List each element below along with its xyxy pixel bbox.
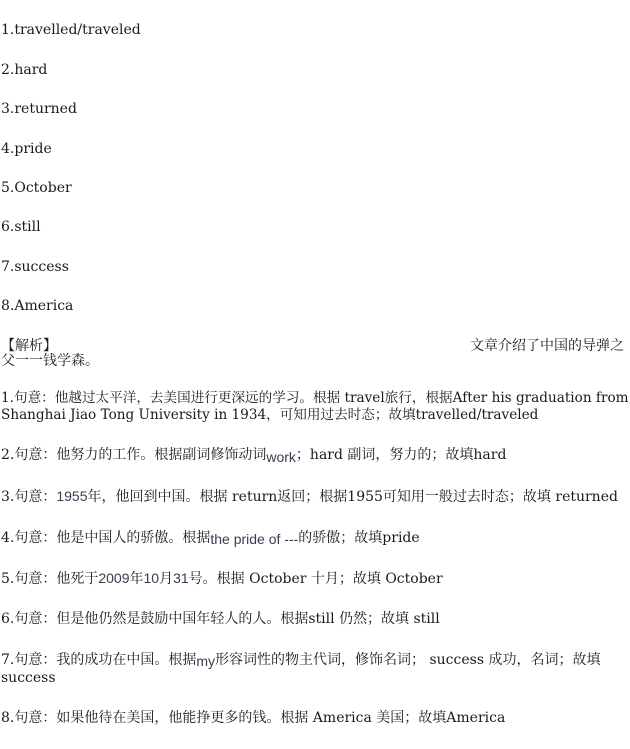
explanation-5-month-unit: 月	[159, 571, 174, 587]
explanation-2-rest: ；hard 副词，努力的；故填hard	[295, 447, 507, 463]
explanation-5-month: 10	[143, 570, 160, 586]
answer-5: 5.October	[1, 180, 72, 196]
explanation-2	[1, 445, 506, 464]
explanation-7-rest: 形容词性的物主代词，修饰名词； success 成功，名词；故填	[215, 652, 601, 668]
explanation-4	[1, 528, 420, 547]
explanation-8: 8.句意：如果他待在美国，他能挣更多的钱。根据 America 美国；故填America	[1, 710, 506, 726]
explanation-5-day: 31	[173, 570, 189, 586]
analysis-intro-continued: 父一一钱学森。	[1, 353, 99, 369]
explanation-3	[1, 487, 618, 506]
explanation-7-line-2: success	[1, 670, 56, 686]
answer-7: 7.success	[1, 259, 69, 275]
explanation-5-text: 5.句意：他死于	[1, 571, 99, 587]
analysis-header: 【解析】	[1, 338, 57, 354]
explanation-1-line-2: Shanghai Jiao Tong University in 1934，可知用过去时态；故填travelled/traveled	[1, 407, 539, 423]
explanation-7	[1, 650, 600, 669]
explanation-2-text: 2.句意：他努力的工作。根据副词修饰动词	[1, 447, 267, 463]
answer-6: 6.still	[1, 219, 41, 235]
explanation-3-rest: 年，他回到中国。根据 return返回；根据1955可知用一般过去时态；故填 returned	[87, 489, 618, 505]
explanation-4-text: 4.句意：他是中国人的骄傲。根据	[1, 530, 211, 546]
analysis-intro: 文章介绍了中国的导弹之	[470, 338, 624, 354]
answer-3: 3.returned	[1, 101, 77, 117]
answer-2: 2.hard	[1, 62, 48, 78]
answer-8: 8.America	[1, 298, 74, 314]
explanation-5-rest: 号。根据 October 十月；故填 October	[188, 571, 443, 587]
explanation-3-text: 3.句意：	[1, 489, 57, 505]
explanation-4-rest: 的骄傲；故填pride	[298, 530, 420, 546]
explanation-3-year: 1955	[56, 488, 88, 504]
answer-1: 1.travelled/traveled	[1, 22, 141, 38]
answer-4: 4.pride	[1, 141, 52, 157]
explanation-4-phrase: the pride of ---	[210, 531, 299, 547]
explanation-6: 6.句意：但是他仍然是鼓励中国年轻人的人。根据still 仍然；故填 still	[1, 611, 440, 627]
explanation-1-line-1: 1.句意：他越过太平洋，去美国进行更深远的学习。根据 travel旅行，根据After his graduation from	[1, 390, 629, 406]
explanation-5-year: 2009	[98, 570, 130, 586]
explanation-5-year-unit: 年	[129, 571, 144, 587]
explanation-7-keyword: my	[196, 653, 216, 669]
explanation-2-keyword: work	[266, 449, 296, 465]
explanation-7-text: 7.句意：我的成功在中国。根据	[1, 652, 197, 668]
explanation-5	[1, 569, 443, 588]
